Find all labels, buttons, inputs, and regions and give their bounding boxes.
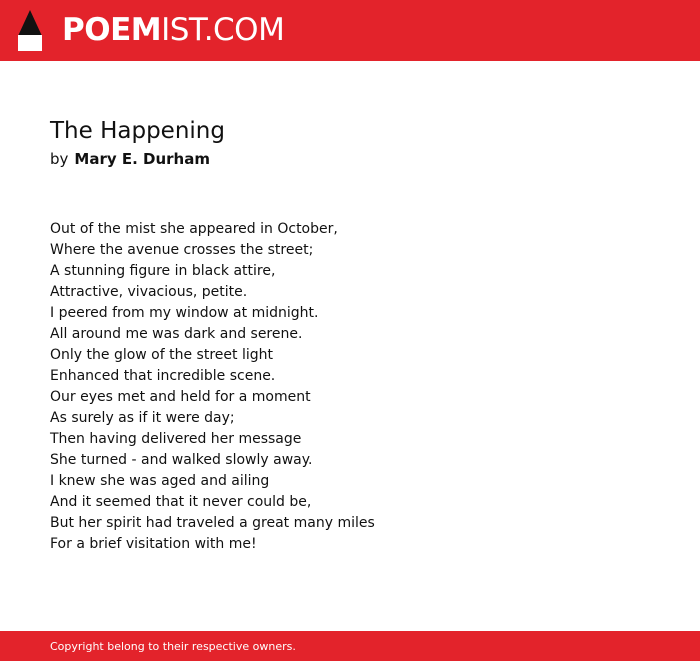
poem-line: Where the avenue crosses the street; <box>50 242 314 258</box>
poem-line: A stunning figure in black attire, <box>50 263 276 279</box>
pencil-tip-icon <box>18 10 42 51</box>
poem-line: She turned - and walked slowly away. <box>50 452 313 468</box>
author-name: Mary E. Durham <box>74 150 210 168</box>
byline <box>50 148 210 170</box>
poem-line: Enhanced that incredible scene. <box>50 368 276 384</box>
copyright-notice: Copyright belong to their respective owners. <box>50 640 296 653</box>
poem-line: Out of the mist she appeared in October, <box>50 221 338 237</box>
poem-line: I peered from my window at midnight. <box>50 305 319 321</box>
poem-line: Attractive, vivacious, petite. <box>50 284 248 300</box>
poem-body <box>50 219 375 555</box>
site-logo-link[interactable] <box>62 12 284 49</box>
poem-line: But her spirit had traveled a great many miles <box>50 515 375 531</box>
poem-line: Then having delivered her message <box>50 431 302 447</box>
poem-line: I knew she was aged and ailing <box>50 473 270 489</box>
brand-bold-text: POEM <box>62 12 162 48</box>
poem-line: For a brief visitation with me! <box>50 536 257 552</box>
poem-line: As surely as if it were day; <box>50 410 235 426</box>
brand-light-text: IST.COM <box>161 12 285 48</box>
by-prefix: by <box>50 150 69 168</box>
poem-line: And it seemed that it never could be, <box>50 494 312 510</box>
poem-line: All around me was dark and serene. <box>50 326 303 342</box>
poem-line: Only the glow of the street light <box>50 347 273 363</box>
poem-title: The Happening <box>50 118 225 144</box>
poem-line: Our eyes met and held for a moment <box>50 389 311 405</box>
site-header <box>0 0 700 61</box>
site-footer <box>0 631 700 661</box>
